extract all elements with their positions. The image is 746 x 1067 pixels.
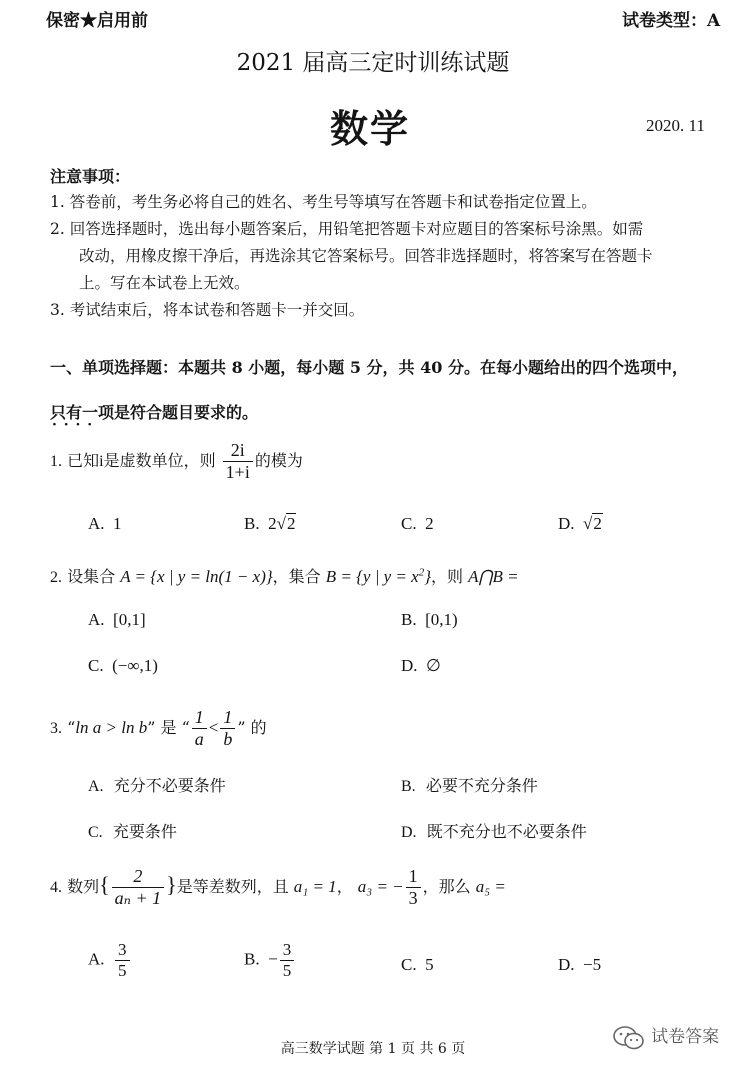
q3-condition-1: ln a > ln b: [75, 718, 148, 738]
section1-heading: 一、单项选择题：本题共 8 小题，每小题 5 分，共 40 分。在每小题给出的四个选项中，: [50, 358, 688, 377]
emphasis-text: 只有一项 · · · ·: [50, 400, 114, 423]
q1-fraction: $\frac{2i}{1+i}$: [223, 440, 253, 483]
set-b: B = {y | $y = x^2$}: [325, 566, 432, 586]
q2-option-c: C. (−∞,1): [88, 656, 158, 675]
page-footer: 高三数学试题 第 1 页 共 6 页: [280, 1041, 466, 1057]
q2-option-a: A. [0,1]: [88, 610, 146, 629]
question-4: 4. 数列{ $\frac{2}{\text{aₙ + 1}}$ }是等差数列，且 a₁ = 1， a₃ = − $\frac{1}{3}$ ，那么 a₅ =: [50, 866, 506, 908]
notes-heading: 注意事项：: [50, 167, 131, 186]
watermark: [612, 1022, 719, 1051]
q1-option-c: C. 2: [401, 514, 434, 533]
set-a: A = {x | y = ln(1 − x)}: [120, 567, 273, 586]
q3-option-c: C. 充要条件: [88, 822, 177, 841]
question-3: 3. “ln a > ln b” 是 “ $\frac{1}{a}$ < $\frac{1}{b}$ ” 的: [50, 707, 267, 749]
subject-title: 数学: [330, 106, 411, 151]
q1-option-d: D. √2: [558, 514, 602, 533]
note-item: 2. 回答选择题时，选出每小题答案后，用铅笔把答题卡对应题目的答案标号涂黑。如需: [50, 220, 644, 238]
q3-option-d: D. 既不充分也不必要条件: [401, 822, 587, 841]
q1-option-b: B. 2√2: [244, 514, 296, 533]
confidential-label: 保密★启用前: [46, 11, 148, 31]
q1-option-a: A. 1: [88, 514, 122, 533]
q3-option-b: B. 必要不充分条件: [401, 776, 538, 795]
question-1: 1. 已知i是虚数单位，则 $\frac{2i}{1+i}$ 的模为: [50, 440, 303, 482]
q4-option-d: D. −5: [558, 955, 602, 974]
question-2: 2. 设集合 A = {x | y = ln(1 − x)}，集合 B = {y | $y = x^2$}，则 A⋂B =: [50, 566, 519, 586]
paper-type-label: 试卷类型：A: [622, 11, 721, 31]
section1-heading-line2: 只有一项 · · · ·是符合题目要求的。: [50, 400, 258, 423]
note-item: 1. 答卷前，考生务必将自己的姓名、考生号等填写在答题卡和试卷指定位置上。: [50, 193, 597, 211]
q4-option-c: C. 5: [401, 955, 434, 974]
wechat-icon: [612, 1025, 646, 1051]
watermark-text: 试卷答案: [651, 1027, 720, 1047]
exam-date: 2020. 11: [646, 116, 705, 135]
note-item: 上。写在本试卷上无效。: [79, 274, 250, 292]
q4-option-b: B. − $\frac{3}{5}$: [244, 940, 296, 981]
q2-option-b: B. [0,1): [401, 610, 458, 629]
q4-option-a: A. $\frac{3}{5}$: [88, 940, 132, 981]
q2-option-d: D. ∅: [401, 656, 441, 675]
note-item: 3. 考试结束后，将本试卷和答题卡一并交回。: [50, 301, 365, 319]
note-item: 改动，用橡皮擦干净后，再选涂其它答案标号。回答非选择题时，将答案写在答题卡: [79, 247, 653, 265]
q3-option-a: A. 充分不必要条件: [88, 776, 226, 795]
exam-title: 2021 届高三定时训练试题: [236, 50, 510, 76]
